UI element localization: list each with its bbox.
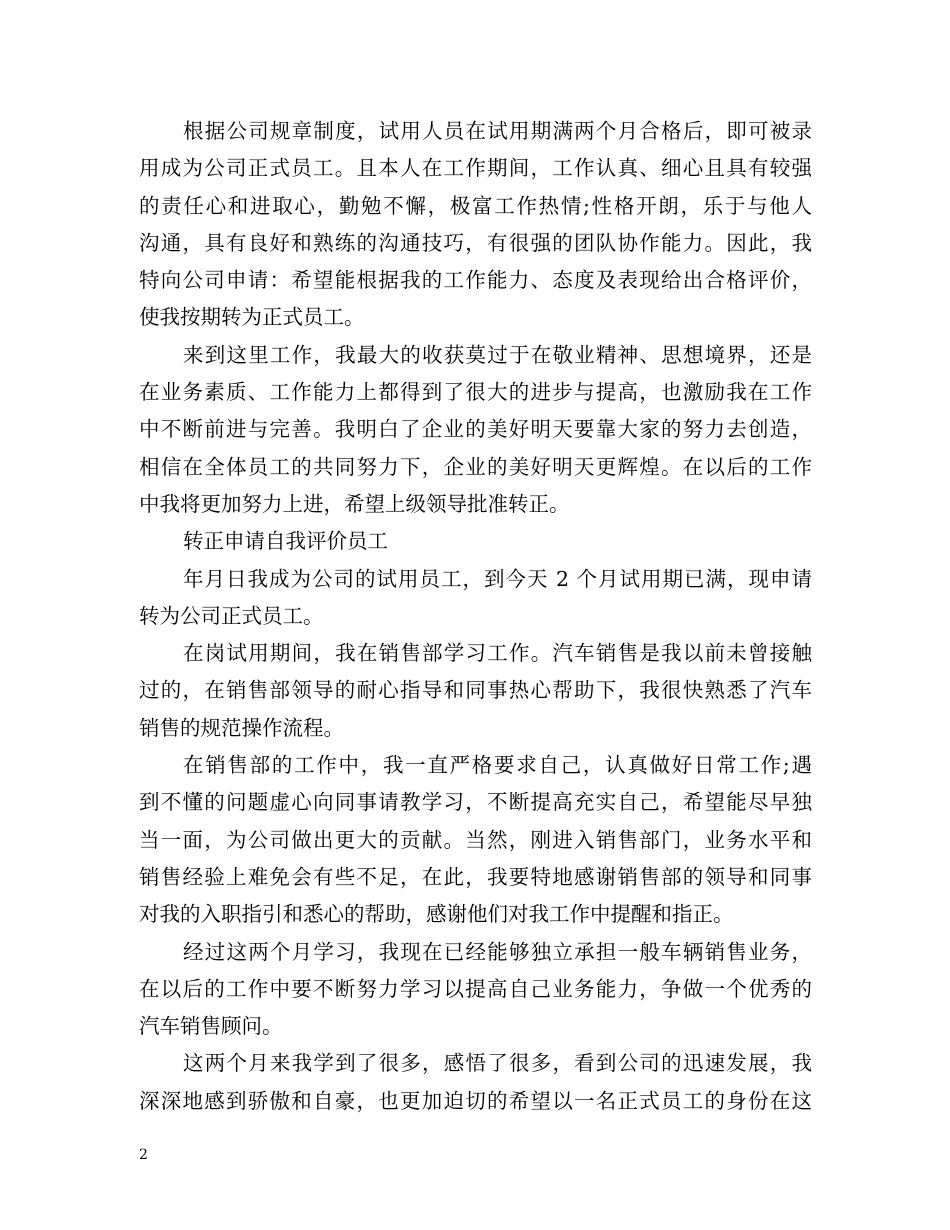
- paragraph-6-line-4: 销售经验上难免会有些不足，在此，我要特地感谢销售部的领导和同事: [139, 864, 812, 889]
- paragraph-4-line-1: 年月日我成为公司的试用员工，到今天 2 个月试用期已满，现申请: [183, 566, 812, 591]
- page-number: 2: [139, 1147, 148, 1163]
- paragraph-1-line-2: 用成为公司正式员工。且本人在工作期间，工作认真、细心且具有较强: [139, 156, 812, 181]
- paragraph-6-line-5: 对我的入职指引和悉心的帮助，感谢他们对我工作中提醒和指正。: [139, 902, 734, 927]
- paragraph-1-line-5: 特向公司申请：希望能根据我的工作能力、态度及表现给出合格评价，: [139, 268, 812, 293]
- paragraph-7-line-3: 汽车销售顾问。: [139, 1014, 283, 1039]
- paragraph-7-line-2: 在以后的工作中要不断努力学习以提高自己业务能力，争做一个优秀的: [139, 976, 812, 1001]
- paragraph-5-line-2: 过的，在销售部领导的耐心指导和同事热心帮助下，我很快熟悉了汽车: [139, 678, 812, 703]
- paragraph-2-line-3: 中不断前进与完善。我明白了企业的美好明天要靠大家的努力去创造，: [139, 417, 812, 442]
- paragraph-6-line-3: 当一面，为公司做出更大的贡献。当然，刚进入销售部门，业务水平和: [139, 827, 812, 852]
- paragraph-1-line-4: 沟通，具有良好和熟练的沟通技巧，有很强的团队协作能力。因此，我: [139, 230, 812, 255]
- paragraph-6-line-2: 到不懂的问题虚心向同事请教学习，不断提高充实自己，希望能尽早独: [139, 790, 812, 815]
- paragraph-2-line-5: 中我将更加努力上进，希望上级领导批准转正。: [139, 491, 570, 516]
- paragraph-1-line-3: 的责任心和进取心，勤勉不懈，极富工作热情;性格开朗，乐于与他人: [139, 193, 812, 218]
- paragraph-1-line-1: 根据公司规章制度，试用人员在试用期满两个月合格后，即可被录: [183, 119, 812, 143]
- paragraph-2-line-4: 相信在全体员工的共同努力下，企业的美好明天更辉煌。在以后的工作: [139, 454, 812, 479]
- paragraph-5-line-1: 在岗试用期间，我在销售部学习工作。汽车销售是我以前未曾接触: [183, 641, 812, 666]
- paragraph-7-line-1: 经过这两个月学习，我现在已经能够独立承担一般车辆销售业务，: [183, 939, 812, 964]
- paragraph-1-line-6: 使我按期转为正式员工。: [139, 305, 365, 330]
- paragraph-8-line-2: 深深地感到骄傲和自豪，也更加迫切的希望以一名正式员工的身份在这: [139, 1088, 812, 1113]
- paragraph-8-line-1: 这两个月来我学到了很多，感悟了很多，看到公司的迅速发展，我: [183, 1051, 812, 1076]
- paragraph-2-line-1: 来到这里工作，我最大的收获莫过于在敬业精神、思想境界，还是: [183, 342, 812, 367]
- paragraph-6-line-1: 在销售部的工作中，我一直严格要求自己，认真做好日常工作;遇: [183, 753, 812, 778]
- section-heading: 转正申请自我评价员工: [183, 529, 388, 554]
- paragraph-5-line-3: 销售的规范操作流程。: [139, 715, 344, 740]
- document-body: [139, 113, 812, 1120]
- paragraph-2-line-2: 在业务素质、工作能力上都得到了很大的进步与提高，也激励我在工作: [139, 380, 812, 405]
- paragraph-4-line-2: 转为公司正式员工。: [139, 603, 324, 628]
